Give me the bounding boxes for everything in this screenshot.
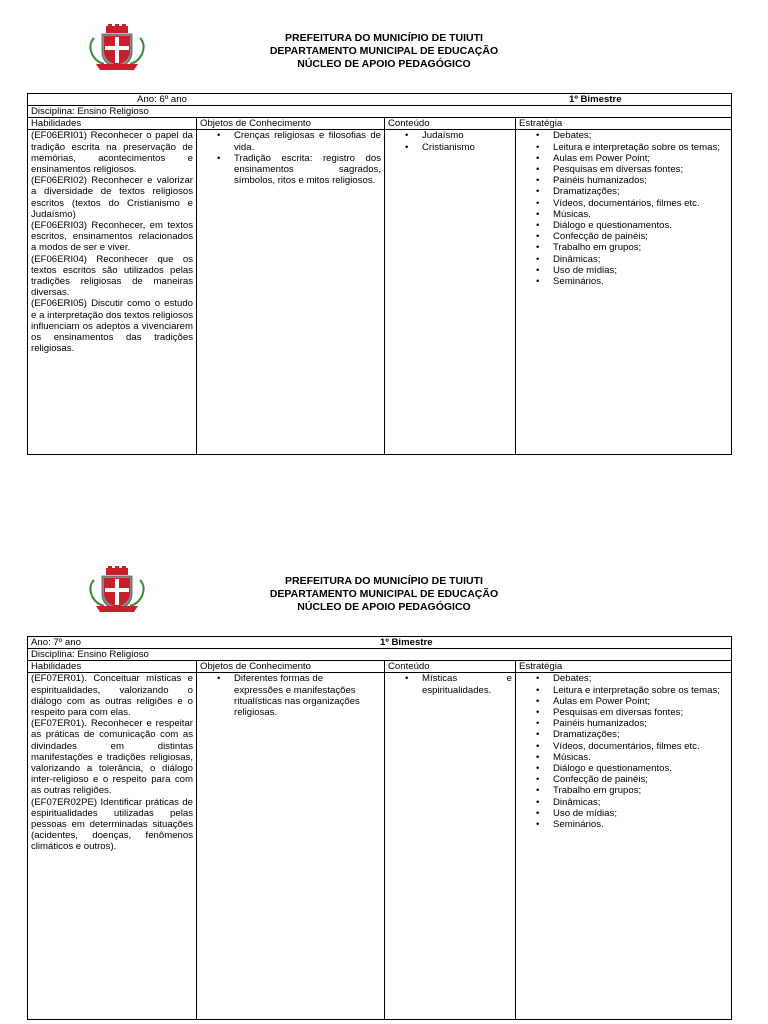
municipal-crest-logo <box>86 566 148 614</box>
header-line-3: NÚCLEO DE APOIO PEDAGÓGICO <box>297 601 471 613</box>
objeto-item: • Diferentes formas de expressões e manifestações ritualísticas nas organizações religiosas. <box>234 673 363 718</box>
municipal-crest-logo <box>86 24 148 72</box>
estrategia-item: • Seminários. <box>553 276 728 287</box>
habilidades-cell <box>28 130 197 455</box>
estrategia-item: • Diálogo e questionamentos. <box>553 763 728 774</box>
estrategia-item: • Vídeos, documentários, filmes etc. <box>553 198 728 209</box>
estrategia-item: • Pesquisas em diversas fontes; <box>553 707 728 718</box>
estrategia-item: • Dinâmicas; <box>553 797 728 808</box>
discipline-label: Disciplina: Ensino Religioso <box>28 649 732 661</box>
document-header <box>190 32 578 71</box>
estrategia-item: • Uso de mídias; <box>553 808 728 819</box>
conteudo-item: • Místicas e espiritualidades. <box>422 673 512 695</box>
estrategia-item: • Dramatizações; <box>553 729 728 740</box>
year-bimester-row <box>28 94 732 106</box>
estrategia-item: • Aulas em Power Point; <box>553 153 728 164</box>
discipline-label: Disciplina: Ensino Religioso <box>28 106 732 118</box>
estrategia-item: • Debates; <box>553 130 728 141</box>
lesson-plan-table-7 <box>27 636 732 1020</box>
header-line-2: DEPARTAMENTO MUNICIPAL DE EDUCAÇÃO <box>269 588 499 600</box>
estrategia-item: • Leitura e interpretação sobre os temas; <box>553 685 728 696</box>
conteudo-cell <box>385 130 516 455</box>
col-header-objetos: Objetos de Conhecimento <box>197 118 385 130</box>
estrategia-item: • Dramatizações; <box>553 186 728 197</box>
estrategia-item: • Seminários. <box>553 819 728 830</box>
estrategia-item: • Diálogo e questionamentos. <box>553 220 728 231</box>
col-header-estrategia: Estratégia <box>516 118 732 130</box>
year-bimester-row <box>28 637 732 649</box>
habilidade-item: (EF07ER01). Conceituar místicas e espiritualidades, valorizando o diálogo com as outras religiões e o respeito para com elas. <box>31 673 193 719</box>
objeto-item: • Crenças religiosas e filosofias de vida. <box>234 130 381 152</box>
objetos-cell <box>197 130 385 455</box>
header-line-1: PREFEITURA DO MUNICÍPIO DE TUIUTI <box>285 32 483 44</box>
conteudo-item: • Cristianismo <box>422 142 512 153</box>
lesson-plan-table-6 <box>27 93 732 455</box>
estrategia-cell <box>516 673 732 1020</box>
estrategia-cell <box>516 130 732 455</box>
conteudo-cell <box>385 673 516 1020</box>
conteudo-item: • Judaísmo <box>422 130 512 141</box>
estrategia-item: • Aulas em Power Point; <box>553 696 728 707</box>
estrategia-item: • Confecção de painéis; <box>553 774 728 785</box>
bimester-label: 1º Bimestre <box>380 637 433 648</box>
estrategia-item: • Músicas. <box>553 752 728 763</box>
estrategia-item: • Pesquisas em diversas fontes; <box>553 164 728 175</box>
habilidade-item: (EF06ERI01) Reconhecer o papel da tradição escrita na preservação de memórias, acontecimentos e ensinamentos religiosos. <box>31 130 193 176</box>
estrategia-item: • Vídeos, documentários, filmes etc. <box>553 741 728 752</box>
estrategia-item: • Painéis humanizados; <box>553 175 728 186</box>
habilidade-item: (EF06ERI02) Reconhecer e valorizar a diversidade de textos religiosos escritos (textos do Cristianismo e Judaísmo) <box>31 175 193 220</box>
col-header-habilidades: Habilidades <box>28 118 197 130</box>
estrategia-item: • Confecção de painéis; <box>553 231 728 242</box>
habilidade-item: (EF06ERI04) Reconhecer que os textos escritos são utilizados pelas tradições religiosas de maneiras diversas. <box>31 253 193 299</box>
document-header <box>190 575 578 614</box>
col-header-habilidades: Habilidades <box>28 661 197 673</box>
habilidade-item: (EF06ERI05) Discutir como o estudo e a interpretação dos textos religiosos influenciam os adeptos a vivenciarem os ensinamentos das tradições religiosas. <box>31 298 193 355</box>
col-header-conteudo: Conteúdo <box>385 661 516 673</box>
objetos-cell <box>197 673 385 1020</box>
estrategia-item: • Uso de mídias; <box>553 265 728 276</box>
estrategia-item: • Músicas. <box>553 209 728 220</box>
header-line-2: DEPARTAMENTO MUNICIPAL DE EDUCAÇÃO <box>269 45 499 57</box>
year-label: Ano: 6º ano <box>137 94 187 105</box>
col-header-objetos: Objetos de Conhecimento <box>197 661 385 673</box>
objeto-item: • Tradição escrita: registro dos ensinamentos sagrados, símbolos, ritos e mitos religiosos. <box>234 153 381 187</box>
estrategia-item: • Dinâmicas; <box>553 254 728 265</box>
header-line-3: NÚCLEO DE APOIO PEDAGÓGICO <box>297 58 471 70</box>
estrategia-item: • Painéis humanizados; <box>553 718 728 729</box>
year-label: Ano: 7º ano <box>31 637 81 648</box>
col-header-conteudo: Conteúdo <box>385 118 516 130</box>
habilidade-item: (EF07ER01). Reconhecer e respeitar as práticas de comunicação com as divindades em distintas manifestações e tradições religiosas, valorizando a tolerância, o diálogo inter-religioso e o respeito para com as outras religiões. <box>31 718 193 797</box>
header-line-1: PREFEITURA DO MUNICÍPIO DE TUIUTI <box>285 575 483 587</box>
estrategia-item: • Trabalho em grupos; <box>553 785 728 796</box>
estrategia-item: • Leitura e interpretação sobre os temas; <box>553 142 728 153</box>
col-header-estrategia: Estratégia <box>516 661 732 673</box>
habilidade-item: (EF07ER02PE) Identificar práticas de espiritualidades utilizadas pelas pessoas em determinadas situações (acidentes, doenças, fenômenos climáticos e outros). <box>31 796 193 853</box>
estrategia-item: • Trabalho em grupos; <box>553 242 728 253</box>
estrategia-item: • Debates; <box>553 673 728 684</box>
bimester-label: 1º Bimestre <box>569 94 622 105</box>
habilidade-item: (EF06ERI03) Reconhecer, em textos escritos, ensinamentos relacionados a modos de ser e viver. <box>31 220 193 254</box>
plan-page-1 <box>0 0 768 470</box>
habilidades-cell <box>28 673 197 1020</box>
